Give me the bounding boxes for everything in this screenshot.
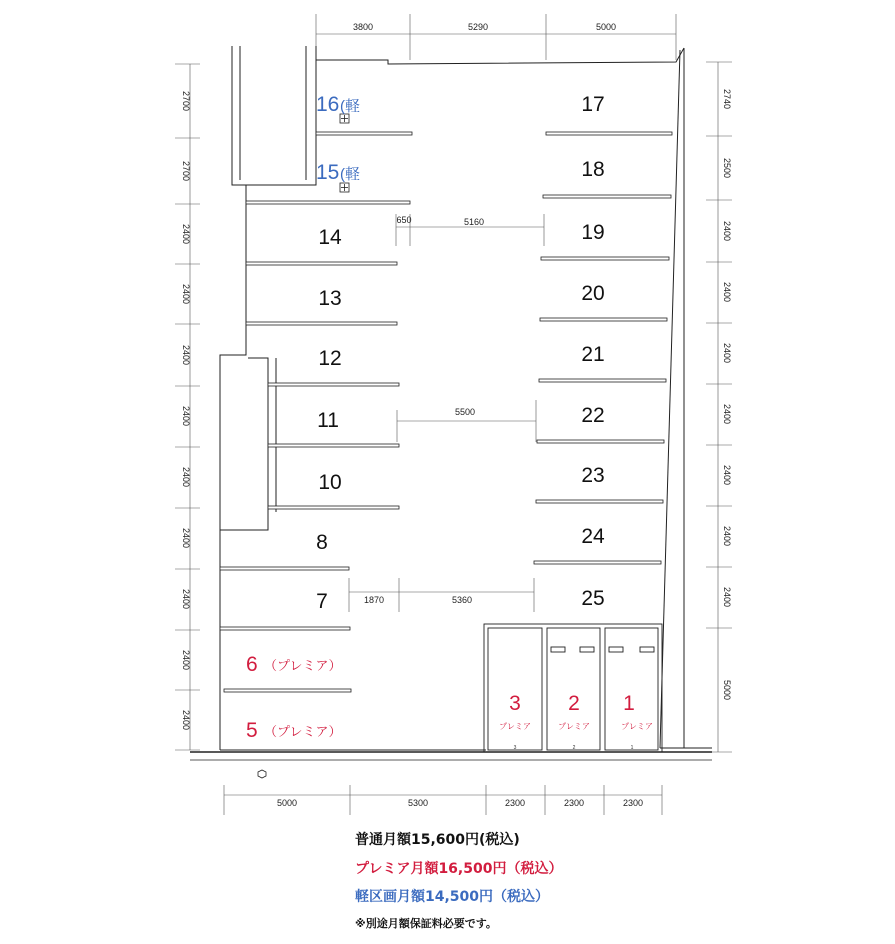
- space-3-premium-tag: プレミア: [499, 722, 531, 731]
- left-dim-11: 2400: [181, 709, 191, 731]
- inner-dim-5360: 5360: [451, 595, 473, 605]
- space-17-number: 17: [581, 93, 605, 116]
- top-dim-1: 3800: [352, 22, 374, 32]
- right-dim-2: 2500: [722, 157, 732, 179]
- left-dim-8: 2400: [181, 527, 191, 549]
- space-12-number: 12: [318, 347, 342, 370]
- legend-premium-price: プレミア月額16,500円（税込）: [355, 861, 563, 877]
- left-dim-6: 2400: [181, 405, 191, 427]
- space-10-number: 10: [318, 471, 342, 494]
- left-dim-2: 2700: [181, 160, 191, 182]
- space-23-number: 23: [581, 464, 605, 487]
- right-dim-5: 2400: [722, 342, 732, 364]
- left-dim-5: 2400: [181, 344, 191, 366]
- right-dim-1: 2740: [722, 88, 732, 110]
- space-25-number: 25: [581, 587, 605, 610]
- premium-garages: [484, 624, 662, 752]
- space-8-number: 8: [316, 531, 328, 554]
- right-dim-9: 2400: [722, 586, 732, 608]
- left-dim-9: 2400: [181, 588, 191, 610]
- legend-normal-price: 普通月額15,600円(税込): [355, 832, 520, 848]
- space-15-number: 15: [316, 161, 340, 184]
- bottom-dim-1: 5000: [276, 798, 298, 808]
- space-20-number: 20: [581, 282, 605, 305]
- space-6-number: 6: [246, 653, 258, 676]
- top-dim-3: 5000: [595, 22, 617, 32]
- left-dim-7: 2400: [181, 466, 191, 488]
- left-dim-3: 2400: [181, 223, 191, 245]
- outer-walls: [190, 46, 712, 760]
- legend-guarantee-note: ※別途月額保証料必要です。: [355, 917, 497, 930]
- space-16-number: 16: [316, 93, 340, 116]
- top-dim-2: 5290: [467, 22, 489, 32]
- space-1-mark: 1: [630, 745, 634, 751]
- outlet-icon: [340, 183, 349, 192]
- legend-kei-price: 軽区画月額14,500円（税込）: [355, 889, 550, 905]
- space-11-number: 11: [317, 409, 339, 432]
- right-dim-3: 2400: [722, 220, 732, 242]
- space-2-number: 2: [568, 692, 580, 715]
- bottom-dim-5: 2300: [622, 798, 644, 808]
- space-16-kei-tag: (軽: [340, 98, 360, 115]
- space-3-number: 3: [509, 692, 521, 715]
- inner-dimension-lines: [349, 214, 544, 612]
- inner-dim-650: 650: [396, 215, 412, 225]
- space-1-premium-tag: プレミア: [621, 722, 653, 731]
- outlet-icon: [340, 114, 349, 123]
- space-18-number: 18: [581, 158, 605, 181]
- space-15-kei-tag: (軽: [340, 166, 360, 183]
- space-2-mark: 2: [572, 745, 576, 751]
- bottom-dim-3: 2300: [504, 798, 526, 808]
- space-6-premium-tag: （プレミア）: [264, 658, 342, 673]
- space-19-number: 19: [581, 221, 605, 244]
- space-7-number: 7: [316, 590, 328, 613]
- space-22-number: 22: [581, 404, 605, 427]
- space-14-number: 14: [318, 226, 342, 249]
- space-5-number: 5: [246, 719, 258, 742]
- top-dimension-line: [316, 14, 676, 60]
- hexagon-marker-icon: [258, 770, 266, 778]
- bottom-dim-2: 5300: [407, 798, 429, 808]
- right-dim-10: 5000: [722, 679, 732, 701]
- left-dim-1: 2700: [181, 90, 191, 112]
- space-1-number: 1: [623, 692, 635, 715]
- inner-dim-5500: 5500: [454, 407, 476, 417]
- left-dim-4: 2400: [181, 283, 191, 305]
- right-dim-7: 2400: [722, 464, 732, 486]
- right-dim-8: 2400: [722, 525, 732, 547]
- inner-dim-5160: 5160: [463, 217, 485, 227]
- right-dim-4: 2400: [722, 281, 732, 303]
- left-dim-10: 2400: [181, 649, 191, 671]
- space-2-premium-tag: プレミア: [558, 722, 590, 731]
- space-21-number: 21: [581, 343, 605, 366]
- bottom-dim-4: 2300: [563, 798, 585, 808]
- space-24-number: 24: [581, 525, 605, 548]
- space-3-mark: 3: [513, 745, 517, 751]
- right-dim-6: 2400: [722, 403, 732, 425]
- space-5-premium-tag: （プレミア）: [264, 724, 342, 739]
- inner-dim-1870: 1870: [363, 595, 385, 605]
- space-13-number: 13: [318, 287, 342, 310]
